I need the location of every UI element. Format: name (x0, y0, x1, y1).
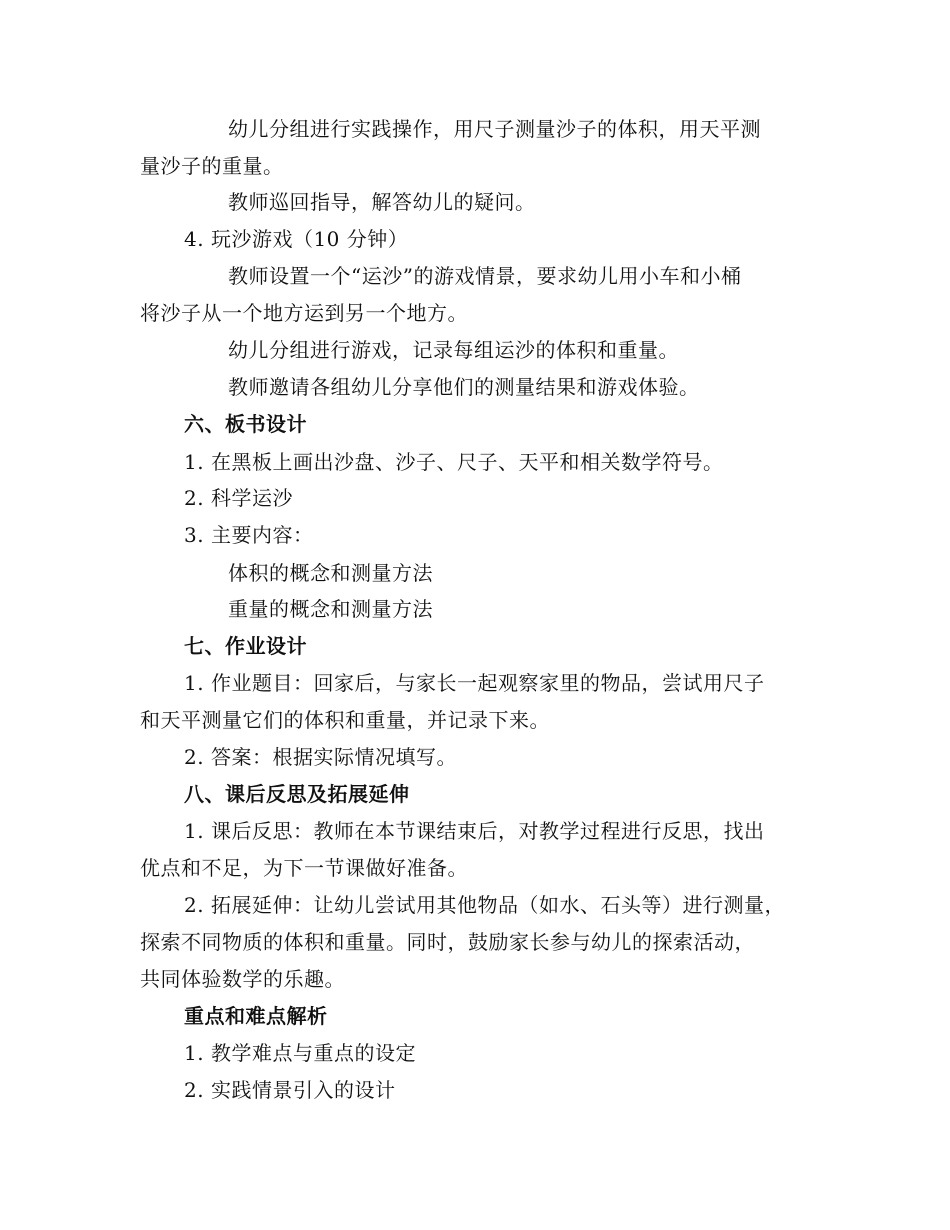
list-item: 3. 主要内容： (184, 523, 314, 547)
list-item: 1. 课后反思：教师在本节课结束后，对教学过程进行反思，找出 (184, 819, 765, 843)
list-item: 2. 科学运沙 (184, 486, 293, 510)
paragraph-line: 幼儿分组进行游戏，记录每组运沙的体积和重量。 (228, 338, 679, 362)
list-item: 2. 拓展延伸：让幼儿尝试用其他物品（如水、石头等）进行测量， (184, 893, 785, 917)
list-item: 1. 作业题目：回家后，与家长一起观察家里的物品，尝试用尺子 (184, 671, 765, 695)
paragraph-line: 体积的概念和测量方法 (228, 561, 433, 585)
paragraph-line: 优点和不足，为下一节课做好准备。 (140, 856, 468, 880)
paragraph-line: 重量的概念和测量方法 (228, 597, 433, 621)
list-item: 1. 教学难点与重点的设定 (184, 1041, 416, 1065)
list-item: 2. 实践情景引入的设计 (184, 1078, 396, 1102)
section-heading: 六、板书设计 (184, 412, 307, 436)
paragraph-line: 教师邀请各组幼儿分享他们的测量结果和游戏体验。 (228, 375, 700, 399)
paragraph-line: 教师设置一个“运沙”的游戏情景，要求幼儿用小车和小桶 (228, 264, 742, 288)
paragraph-line: 共同体验数学的乐趣。 (140, 967, 345, 991)
section-heading: 八、课后反思及拓展延伸 (184, 782, 410, 806)
list-item: 4. 玩沙游戏（10 分钟） (184, 227, 409, 251)
section-heading: 重点和难点解析 (184, 1004, 328, 1028)
paragraph-line: 幼儿分组进行实践操作，用尺子测量沙子的体积，用天平测 (228, 117, 761, 141)
paragraph-line: 量沙子的重量。 (140, 154, 284, 178)
paragraph-line: 探索不同物质的体积和重量。同时，鼓励家长参与幼儿的探索活动， (140, 930, 755, 954)
paragraph-line: 教师巡回指导，解答幼儿的疑问。 (228, 190, 536, 214)
section-heading: 七、作业设计 (184, 634, 307, 658)
list-item: 1. 在黑板上画出沙盘、沙子、尺子、天平和相关数学符号。 (184, 450, 724, 474)
list-item: 2. 答案：根据实际情况填写。 (184, 745, 457, 769)
paragraph-line: 和天平测量它们的体积和重量，并记录下来。 (140, 708, 550, 732)
paragraph-line: 将沙子从一个地方运到另一个地方。 (140, 301, 468, 325)
